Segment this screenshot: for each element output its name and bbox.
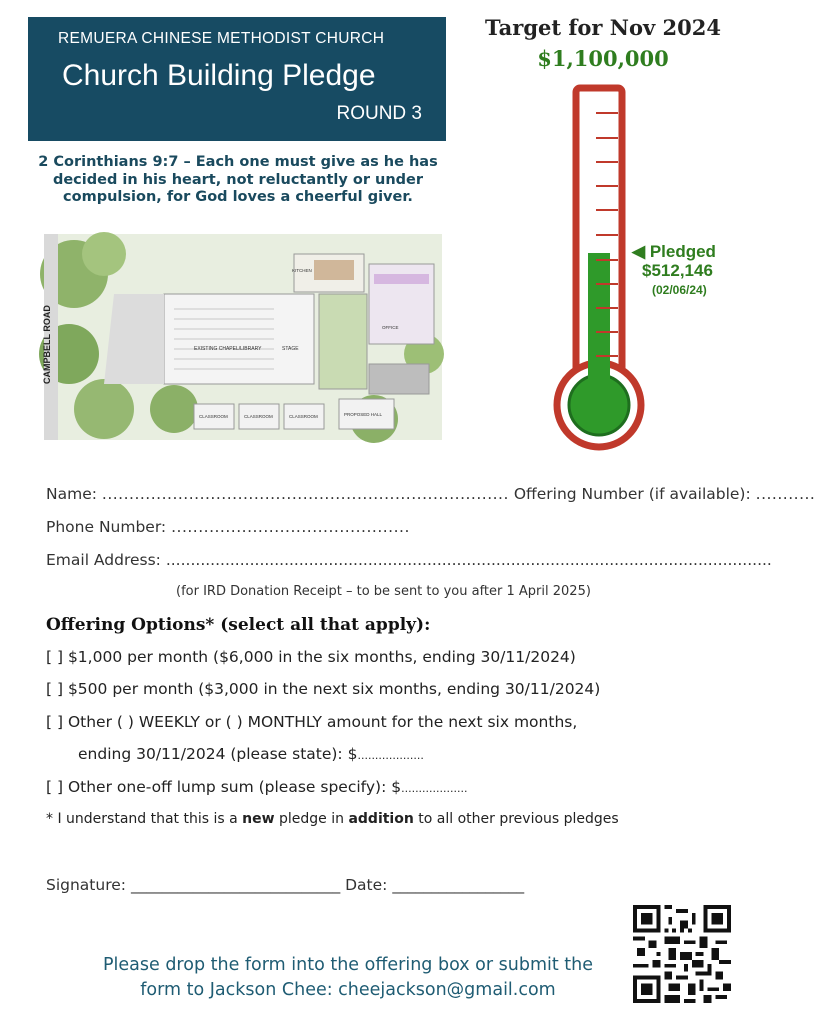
qr-code-icon[interactable]	[632, 905, 732, 1003]
thermometer-fill	[588, 253, 610, 398]
church-name: REMUERA CHINESE METHODIST CHURCH	[58, 30, 385, 47]
plan-chapel-label: EXISTING CHAPEL/LIBRARY	[194, 346, 262, 352]
pledge-footnote	[46, 811, 619, 827]
phone-row	[46, 518, 410, 536]
pledged-indicator	[632, 242, 716, 297]
email-row	[46, 551, 772, 569]
footnote-addition: addition	[348, 811, 414, 827]
date-label: Date:	[345, 876, 388, 894]
option-1000-monthly[interactable]: [ ] $1,000 per month ($6,000 in the six months, ending 30/11/2024)	[46, 648, 576, 666]
pledged-label: Pledged	[649, 242, 716, 261]
options-title: Offering Options* (select all that apply):	[46, 615, 431, 635]
plan-classroom-2: CLASSROOM	[244, 414, 273, 419]
option-lump-sum-field[interactable]: ...................	[401, 782, 468, 795]
round-label: ROUND 3	[336, 103, 422, 124]
plan-road-label: CAMPBELL ROAD	[42, 305, 52, 384]
name-label: Name:	[46, 485, 97, 503]
option-500-monthly[interactable]: [ ] $500 per month ($3,000 in the next six months, ending 30/11/2024)	[46, 680, 601, 698]
submission-line-1: Please drop the form into the offering box or submit the	[102, 955, 594, 975]
pointer-arrow-icon: ◀	[632, 242, 646, 261]
offering-number-field[interactable]: ...........	[755, 485, 815, 503]
ird-note: (for IRD Donation Receipt – to be sent to you after 1 April 2025)	[176, 584, 591, 599]
email-label: Email Address:	[46, 551, 161, 569]
submission-instructions	[72, 953, 624, 1003]
option-other-recurring-text: ending 30/11/2024 (please state): $	[78, 745, 358, 763]
plan-office-label: OFFICE	[382, 325, 399, 330]
offering-number-label: Offering Number (if available):	[513, 485, 751, 503]
phone-label: Phone Number:	[46, 518, 167, 536]
signature-label: Signature:	[46, 876, 126, 894]
page-title: Church Building Pledge	[62, 59, 376, 92]
option-other-recurring-field[interactable]: ...................	[357, 749, 424, 762]
target-amount: $1,100,000	[537, 46, 669, 71]
footnote-pre: * I understand that this is a	[46, 811, 243, 827]
site-plan-image	[44, 234, 442, 440]
signature-field[interactable]: ___________________________	[130, 876, 341, 894]
signature-row	[46, 876, 524, 894]
option-lump-sum-text: [ ] Other one-off lump sum (please specify): $	[46, 778, 402, 796]
submission-line-2: form to Jackson Chee: cheejackson@gmail.com	[140, 980, 556, 1000]
phone-field[interactable]: ............................................	[171, 518, 410, 536]
pledged-amount: $512,146	[642, 261, 713, 280]
pledged-date: (02/06/24)	[652, 283, 707, 297]
name-field[interactable]: ...........................................................................	[101, 485, 509, 503]
plan-stage-label: STAGE	[282, 346, 299, 352]
plan-hall-label: PROPOSED HALL	[344, 412, 383, 417]
plan-kitchen-label: KITCHEN	[292, 268, 312, 273]
footnote-post: to all other previous pledges	[413, 811, 619, 827]
option-other-recurring-amount	[78, 745, 424, 763]
option-lump-sum[interactable]	[46, 778, 468, 796]
target-label: Target for Nov 2024	[485, 15, 721, 40]
email-field[interactable]: ...........................................................................................................................	[165, 551, 772, 569]
plan-classroom-3: CLASSROOM	[289, 414, 318, 419]
bible-verse: 2 Corinthians 9:7 – Each one must give as he has decided in his heart, not reluctantly or under compulsion, for God loves a cheerful giver.	[38, 154, 438, 205]
footnote-new: new	[242, 811, 275, 827]
date-field[interactable]: _________________	[392, 876, 525, 894]
footnote-mid: pledge in	[274, 811, 349, 827]
name-row	[46, 485, 815, 503]
option-other-recurring[interactable]: [ ] Other ( ) WEEKLY or ( ) MONTHLY amount for the next six months,	[46, 713, 578, 731]
plan-classroom-1: CLASSROOM	[199, 414, 228, 419]
header-banner	[28, 17, 446, 141]
